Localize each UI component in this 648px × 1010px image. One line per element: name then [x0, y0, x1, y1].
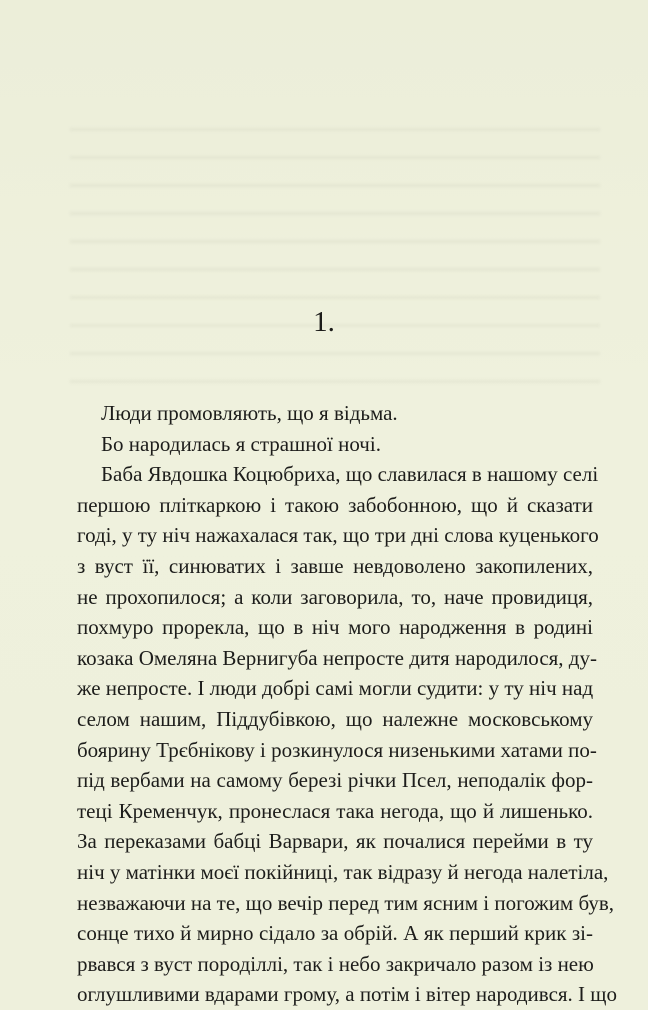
text-line: годі, у ту ніч нажахалася так, що три дні слова куценького	[77, 523, 599, 548]
text-line: Баба Явдошка Коцюбриха, що славилася в нашому селі	[101, 462, 599, 487]
text-line: під вербами на самому березі річки Псел, неподалік фор-	[77, 768, 593, 793]
text-line: Бо народилась я страшної ночі.	[101, 431, 381, 456]
text-line: похмуро прорекла, що в ніч мого народження в родині	[77, 615, 593, 640]
text-line: боярину Трєбнікову і розкинулося низенькими хатами по-	[77, 737, 597, 762]
text-line: з вуст її, синюватих і завше невдоволено закопилених,	[77, 553, 593, 578]
text-line: незважаючи на те, що вечір перед тим ясним і погожим був,	[77, 890, 615, 915]
text-line: сонце тихо й мирно сідало за обрій. А як перший крик зі-	[77, 921, 593, 946]
text-line: Люди промовляють, що я відьма.	[101, 401, 398, 425]
text-line: За переказами бабці Варвари, як почалися перейми в ту	[77, 829, 593, 854]
text-line: же непросте. І люди добрі самі могли судити: у ту ніч над	[77, 676, 594, 701]
text-line: першою пліткаркою і такою забобонною, що й сказати	[77, 492, 593, 517]
text-line: оглушливими вдарами грому, а потім і вітер народився. І що	[77, 982, 617, 1007]
body-text	[77, 398, 617, 1010]
text-line: не прохопилося; а коли заговорила, то, наче провидиця,	[77, 584, 593, 609]
chapter-number: 1.	[313, 306, 335, 338]
text-line: рвався з вуст породіллі, так і небо закричало разом із нею	[77, 951, 594, 976]
text-line: козака Омеляна Вернигуба непросте дитя народилося, ду-	[77, 645, 597, 670]
text-line: ніч у матінки моєї покійниці, так відразу й негода налетіла,	[77, 859, 609, 884]
text-line: селом нашим, Піддубівкою, що належне московському	[77, 706, 593, 731]
text-line: теці Кременчук, пронеслася така негода, що й лишенько.	[77, 798, 593, 823]
bleed-through-text	[70, 110, 600, 400]
